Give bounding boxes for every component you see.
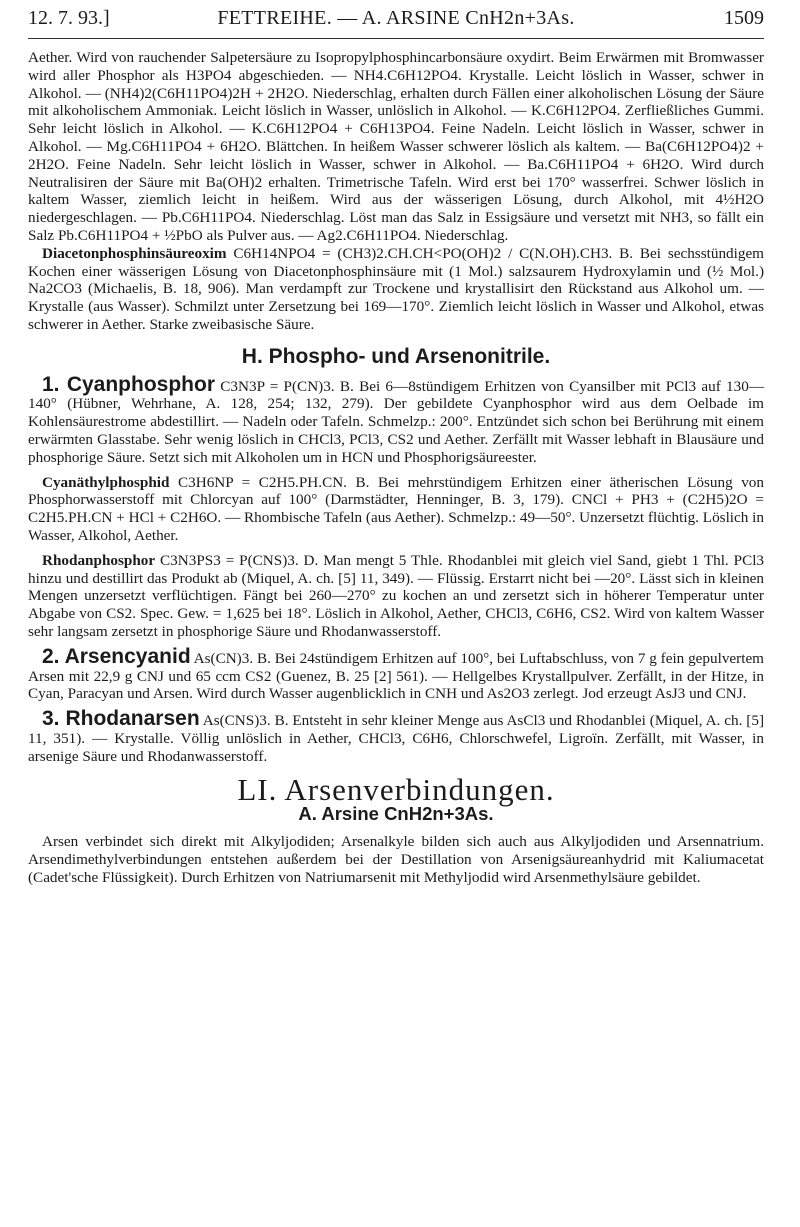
chapter-heading: LI. Arsenverbindungen. (237, 772, 555, 808)
paragraph-cyanphosphor-text: C3N3P = P(CN)3. B. Bei 6—8stündigem Erhitzen von Cyansilber mit PCl3 auf 130—140° (Hübner, Wehrhane, A. 128, 254; 132, 279). Der gebildete Cyanphosphor wird aus dem Oelbade im Kohlensäurestrome abdestillirt. — Nadeln oder Tafeln. Schmelzp.: 200°. Entzündet sich schon bei Berührung mit einem erwärmten Glasstabe. Sehr wenig löslich in CHCl3, PCl3, CS2 und Aether. Zerfällt mit Wasser lebhaft in Blausäure und phosphorige Säure. Setzt sich mit Alkoholen um in HCN und Phosphorigsäureester. (28, 377, 765, 466)
header-date: 12. 7. 93.] (28, 7, 110, 29)
page-header (28, 4, 764, 39)
compound-name-rhodanphosphor: Rhodanphosphor (42, 551, 156, 569)
section-heading-h: H. Phospho- und Arsenonitrile. (241, 344, 551, 368)
page-number: 1509 (724, 7, 764, 29)
compound-name-arsencyanid: 2. Arsencyanid (42, 644, 191, 668)
paragraph-cyanaethylphosphid (28, 474, 764, 545)
compound-name-rhodanarsen: 3. Rhodanarsen (42, 707, 200, 731)
compound-name-oxim: Diacetonphosphinsäureoxim (42, 244, 227, 262)
paragraph-cyanaethylphosphid-text: C3H6NP = C2H5.PH.CN. B. Bei mehrstündigem Erhitzen einer ätherischen Lösung von Phosphorwasserstoff mit Chlorcyan auf 100° (Darmstädter, Henninger, B. 3, 179). CNCl + PH3 + (C2H5)2O = C2H5.PH.CN + HCl + C2H6O. — Rhombische Tafeln (aus Aether). Schmelzp.: 49—50°. Unzersetzt flüchtig. Löslich in Wasser, Alkohol, Aether. (28, 473, 764, 544)
paragraph-arsencyanid (28, 644, 764, 703)
subsection-heading: A. Arsine CnH2n+3As. (298, 803, 494, 825)
paragraph-rhodanarsen (28, 707, 765, 765)
paragraph-oxim-text: C6H14NPO4 = (CH3)2.CH.CH<PO(OH)2 / C(N.OH).CH3. B. Bei sechsstündigem Kochen einer wässerigen Lösung von Diacetonphosphinsäure mit (1 Mol.) salzsaurem Hydroxylamin und (½ Mol.) Na2CO3 (Michaelis, B. 18, 906). Man verdampft zur Trockene und krystallisirt den Rückstand aus Alkohol um. — Krystalle (aus Wasser). Schmilzt unter Zersetzung bei 169—170°. Ziemlich leicht löslich in Wasser und Alkohol, etwas schwerer in Aether. Starke zweibasische Säure. (28, 244, 764, 333)
paragraph-arsencyanid-text: As(CN)3. B. Bei 24stündigem Erhitzen auf 100°, bei Luftabschluss, von 7 g fein gepulvertem Arsen mit 22,9 g CNJ und 65 ccm CS2 (Guenez, B. 25 [2] 561). — Hellgelbes Krystallpulver. Zerfällt, in der Hitze, in Cyan, Paracyan und Arsen. Wird durch Wasser augenblicklich in CNH und As2O3 zerlegt. Jod erzeugt AsJ3 und CNJ. (28, 649, 764, 703)
header-title: FETTREIHE. — A. ARSINE CnH2n+3As. (217, 7, 575, 29)
paragraph-cyanphosphor (28, 372, 765, 467)
paragraph-rhodanphosphor-text: C3N3PS3 = P(CNS)3. D. Man mengt 5 Thle. Rhodanblei mit gleich viel Sand, giebt 1 Thl. PCl3 hinzu und destillirt das Produkt ab (Miquel, A. ch. [5] 11, 349). — Flüssig. Erstarrt nicht bei —20°. Lässt sich in kleinen Mengen unzersetzt verflüchtigen. Fängt bei 260—270° zu kochen an und zersetzt sich in höherer Temperatur unter Abgabe von CS2. Spec. Gew. = 1,625 bei 18°. Löslich in Alkohol, Aether, CHCl3, C6H6, CS2. Wird von kaltem Wasser sehr langsam zersetzt in phosphorige Säure und Rhodanwasserstoff. (28, 551, 765, 640)
compound-name-cyanphosphor: 1. Cyanphosphor (42, 372, 215, 396)
paragraph-rhodanphosphor (28, 552, 764, 641)
paragraph-arsine-intro: Arsen verbindet sich direkt mit Alkyljodiden; Arsenalkyle bilden sich auch aus Alkyljodiden und Arsennatrium. Arsendimethylverbindungen entstehen außerdem bei der Destillation von Arsenigsäureanhydrid mit Kaliumacetat (Cadet'sche Flüssigkeit). Durch Erhitzen von Natriumarsenit mit Methyljodid wird Arsenmethylsäure gebildet. (28, 833, 764, 886)
paragraph-oxim (28, 245, 764, 334)
paragraph-salts: Aether. Wird von rauchender Salpetersäure zu Isopropylphosphincarbonsäure oxydirt. Beim Erwärmen mit Bromwasser wird aller Phosphor als H3PO4 abgeschieden. — NH4.C6H12PO4. Krystalle. Leicht löslich in Wasser, schwer in Alkohol. — (NH4)2(C6H11PO4)2H + 2H2O. Niederschlag, erhalten durch Fällen einer alkoholischen Lösung der Säure mit alkoholischem Ammoniak. Leicht löslich in Wasser, unlöslich in Alkohol. — K.C6H12PO4. Zerfließliches Gummi. Sehr leicht löslich in Alkohol. — K.C6H12PO4 + C6H13PO4. Feine Nadeln. Leicht löslich in Wasser, schwer in Alkohol. — Mg.C6H11PO4 + 6H2O. Blättchen. In heißem Wasser schwerer löslich als kaltem. — Ba(C6H12PO4)2 + 2H2O. Feine Nadeln. Sehr leicht löslich in Wasser, schwer in Alkohol. — Ba.C6H11PO4 + 6H2O. Wird durch Neutralisiren der Säure mit Ba(OH)2 erhalten. Trimetrische Tafeln. Wird erst bei 170° wasserfrei. Schwer löslich in kaltem Wasser, ziemlich leicht in heißem. Wird aus der wässerigen Lösung, durch Alkohol, mit 4½H2O niedergeschlagen. — Pb.C6H11PO4. Niederschlag. Löst man das Salz in Essigsäure und versetzt mit NH3, so fällt ein Salz Pb.C6H11PO4 + ½PbO als Pulver aus. — Ag2.C6H11PO4. Niederschlag. (28, 49, 764, 244)
paragraph-rhodanarsen-text: As(CNS)3. B. Entsteht in sehr kleiner Menge aus AsCl3 und Rhodanblei (Miquel, A. ch. [5] 11, 351). — Krystalle. Völlig unlöslich in Aether, CHCl3, C6H6, Chlorschwefel, Ligroïn. Zerfällt, mit Wasser, in arsenige Säure und Rhodanwasserstoff. (28, 712, 765, 765)
document-page (28, 4, 764, 1219)
compound-name-cyanaethylphosphid: Cyanäthylphosphid (42, 473, 170, 491)
